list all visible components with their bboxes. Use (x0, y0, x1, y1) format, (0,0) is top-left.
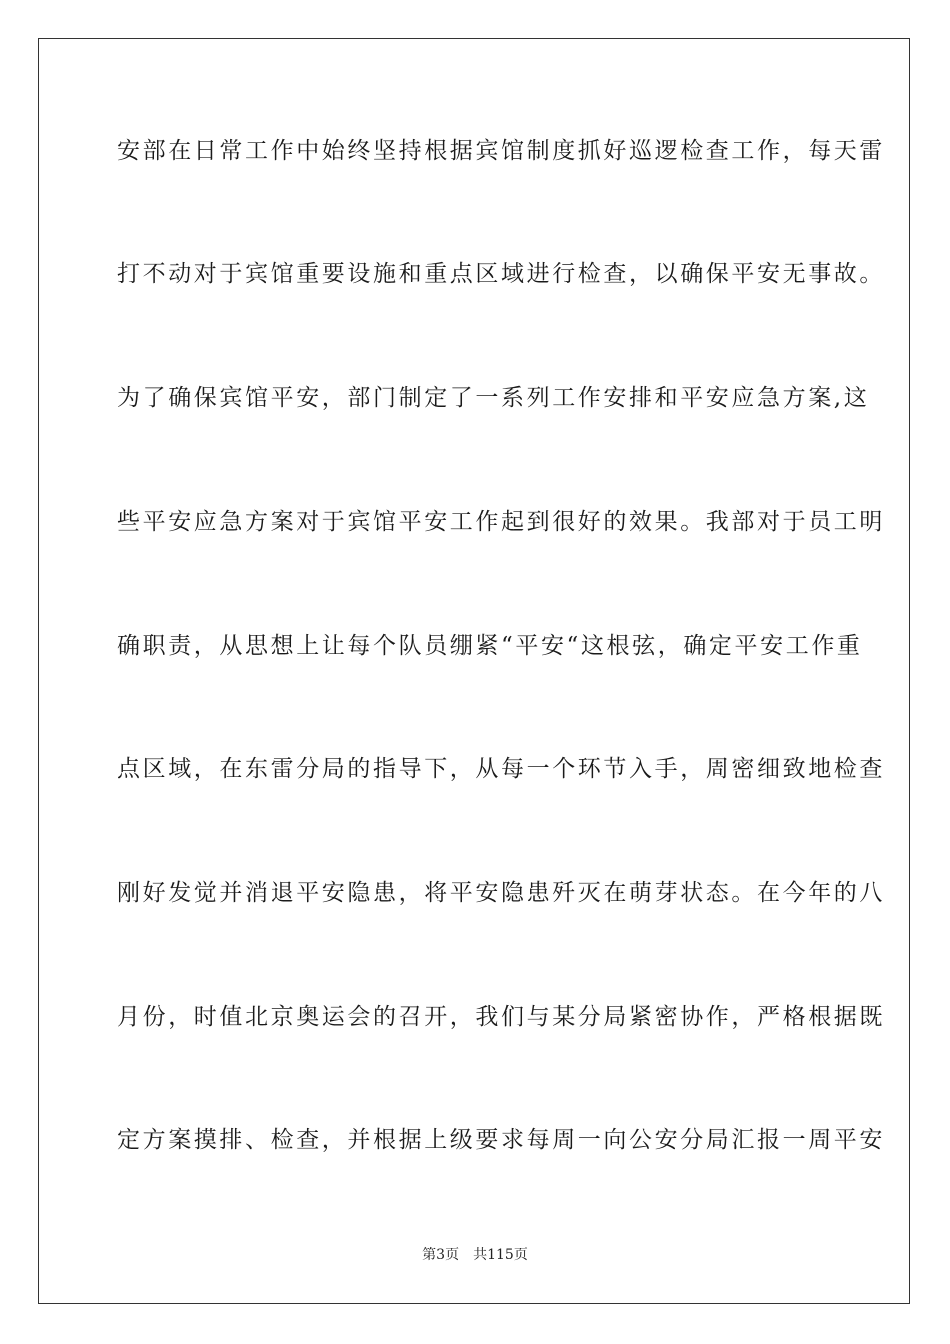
body-line-7: 刚好发觉并消退平安隐患，将平安隐患歼灭在萌芽状态。在今年的八 (117, 880, 885, 906)
body-line-2: 打不动对于宾馆重要设施和重点区域进行检查，以确保平安无事故。 (117, 261, 885, 287)
body-line-5: 确职责，从思想上让每个队员绷紧“平安“这根弦，确定平安工作重 (117, 633, 863, 659)
body-line-4: 些平安应急方案对于宾馆平安工作起到很好的效果。我部对于员工明 (117, 509, 885, 535)
page-number: 第3页 (422, 1247, 460, 1263)
body-line-8: 月份，时值北京奥运会的召开，我们与某分局紧密协作，严格根据既 (117, 1004, 885, 1030)
total-pages: 共115页 (473, 1247, 528, 1263)
body-line-6: 点区域，在东雷分局的指导下，从每一个环节入手，周密细致地检查 (117, 756, 885, 782)
page-border (38, 38, 910, 1304)
body-line-3: 为了确保宾馆平安，部门制定了一系列工作安排和平安应急方案,这 (117, 385, 870, 411)
page-footer (0, 1245, 950, 1265)
body-line-1: 安部在日常工作中始终坚持根据宾馆制度抓好巡逻检查工作，每天雷 (117, 138, 885, 164)
body-line-9: 定方案摸排、检查，并根据上级要求每周一向公安分局汇报一周平安 (117, 1127, 885, 1153)
